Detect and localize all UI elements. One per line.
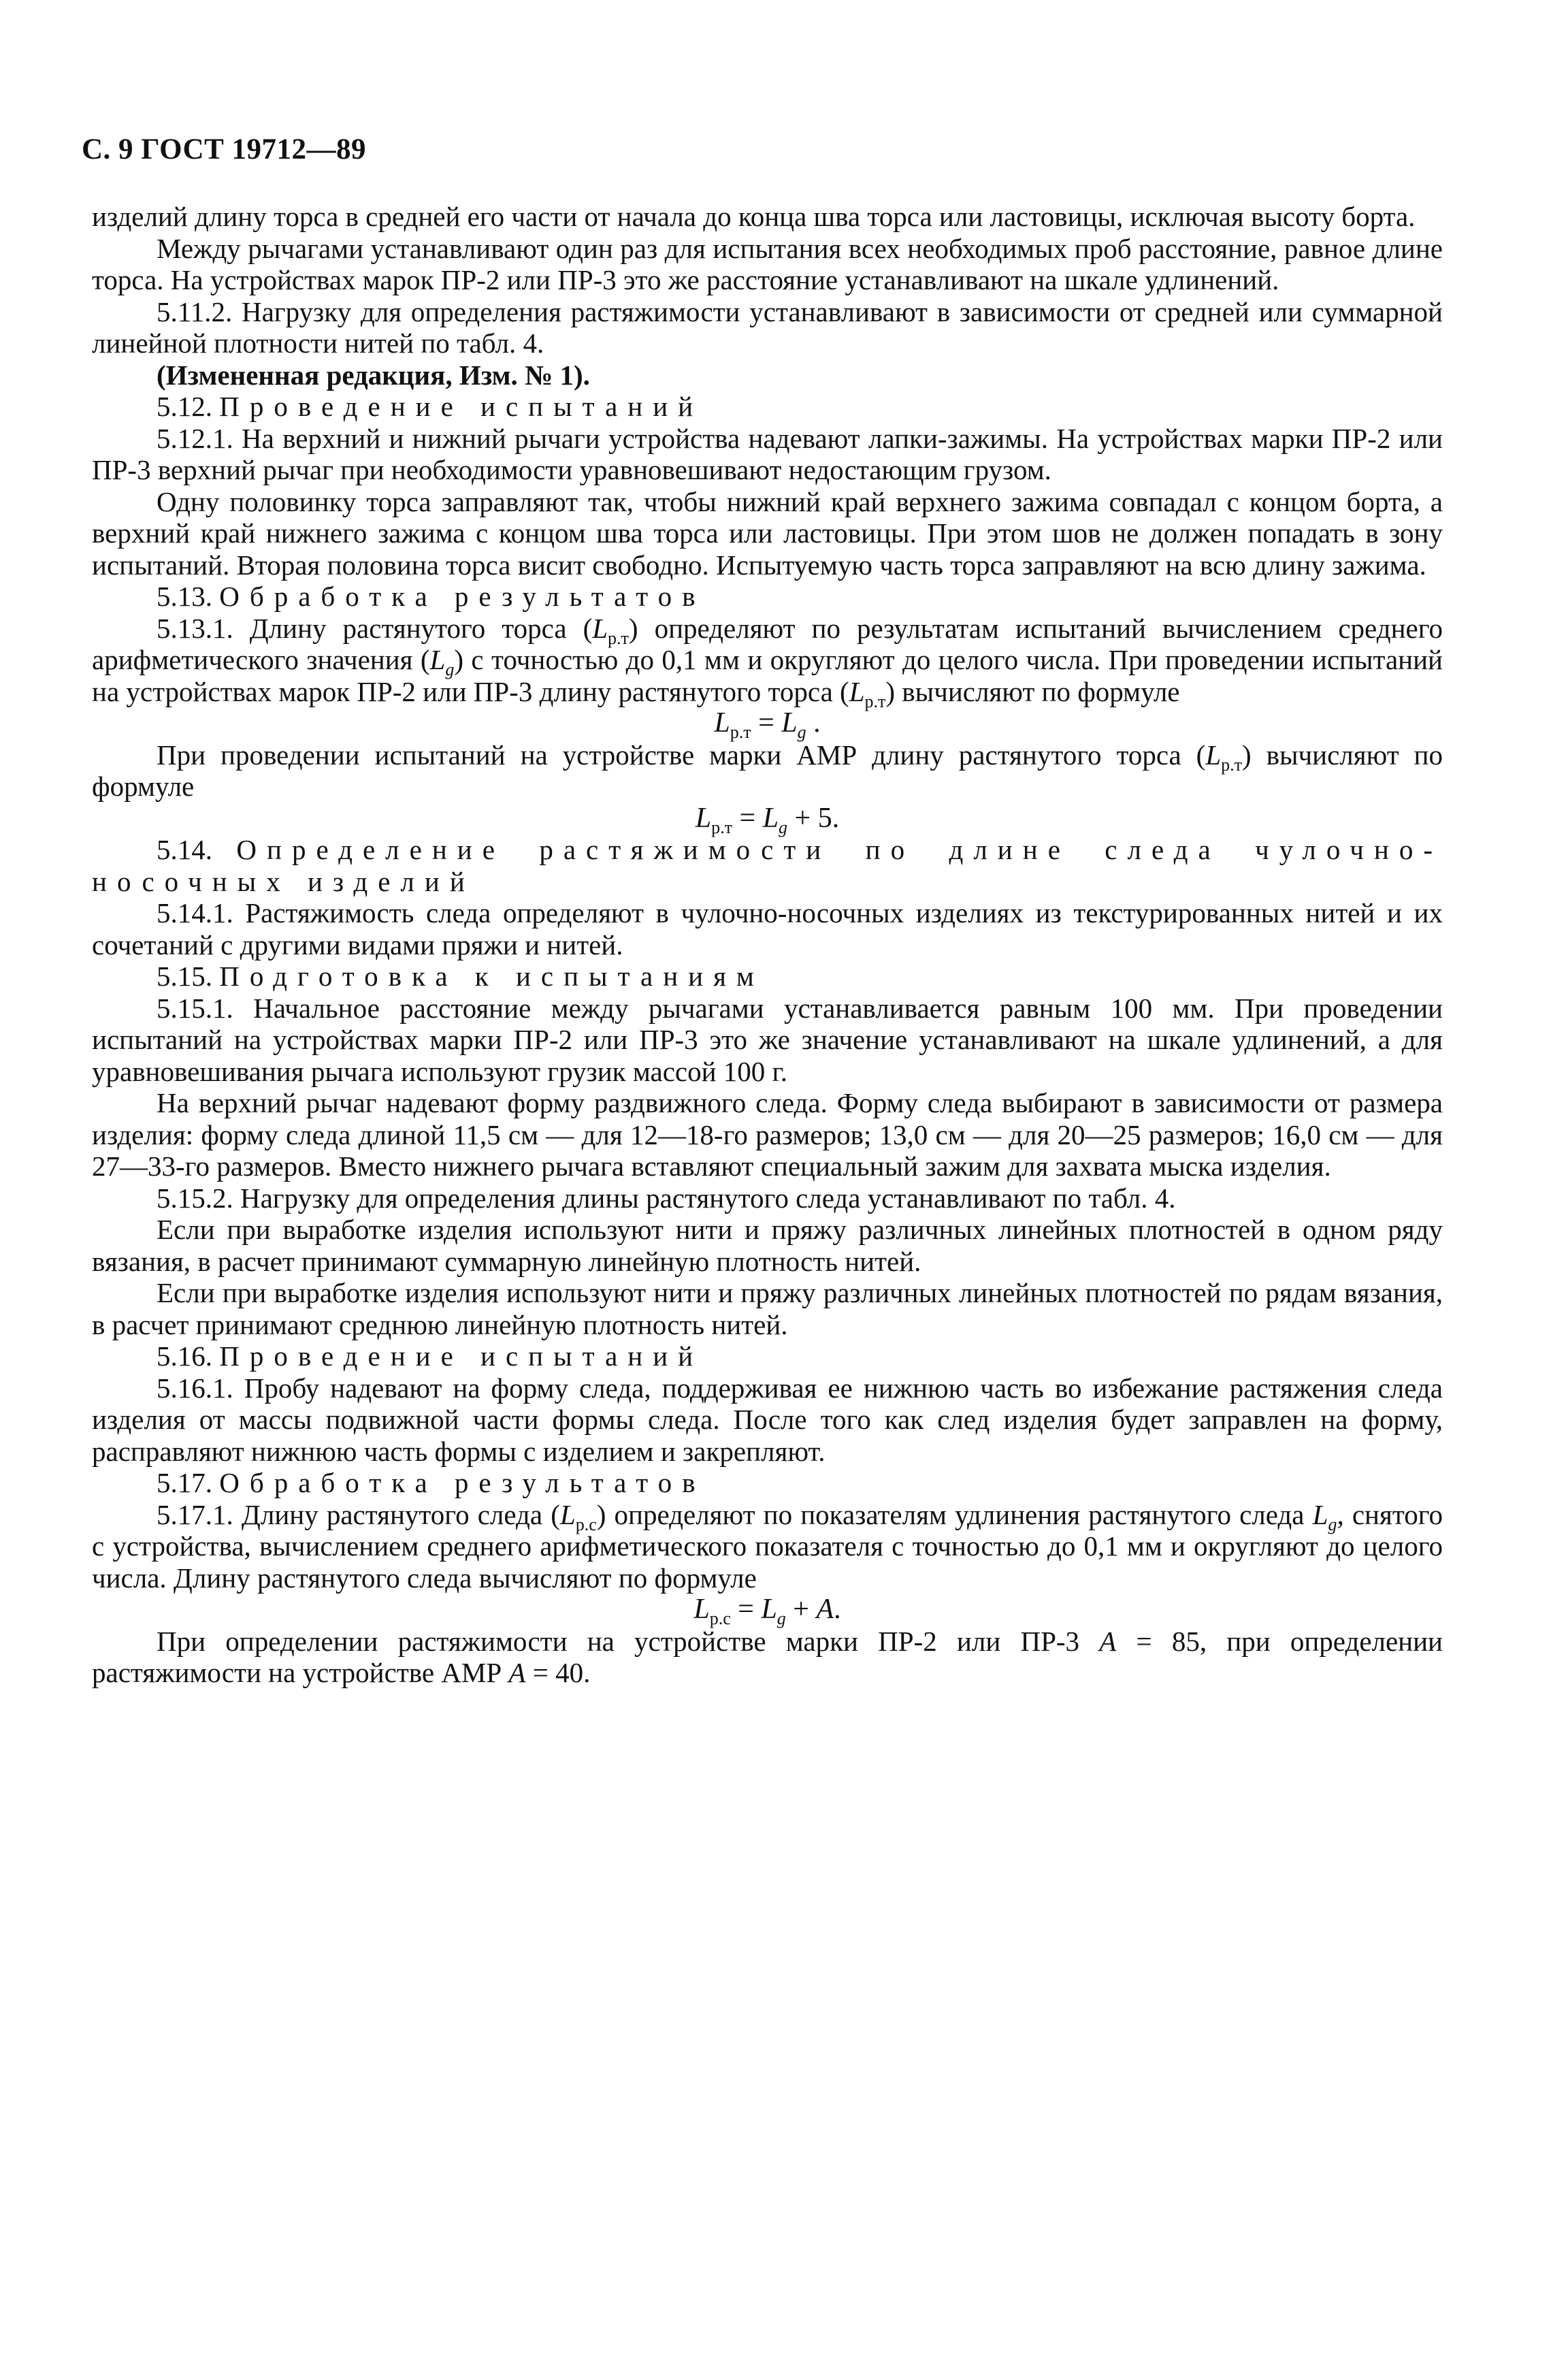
paragraph: Между рычагами устанавливают один раз для испытания всех необходимых проб расстояние, равное длине торса. На устройствах марок ПР-2 или ПР-3 это же расстояние устанавливают на шкале удлинений.: [92, 232, 1443, 295]
paragraph: изделий длину торса в средней его части от начала до конца шва торса или ластовицы, исключая высоту борта.: [92, 201, 1416, 232]
section-heading: 5.15. Подготовка к испытаниям: [157, 961, 764, 992]
paragraph: 5.15.1. Начальное расстояние между рычагами устанавливается равным 100 мм. При проведении испытаний на устройствах марки ПР-2 или ПР-3 это же значение устанавливают на шкале удлинений, а для уравновешивания рычага используют грузик массой 100 г.: [92, 992, 1443, 1087]
paragraph: На верхний рычаг надевают форму раздвижного следа. Форму следа выбирают в зависимости от размера изделия: форму следа длиной 11,5 см — для 12—18-го размеров; 13,0 см — для 20—25 размеров; 16,0 см — для 27—33-го размеров. Вместо нижнего рычага вставляют специальный зажим для захвата мыска изделия.: [92, 1087, 1443, 1182]
formula: $L_{р.с} = L_g + A$.: [693, 1594, 841, 1628]
section-heading: 5.16. Проведение испытаний: [157, 1340, 704, 1372]
formula: $L_{р.т} = L_g + 5$.: [695, 802, 840, 837]
paragraph: При проведении испытаний на устройстве марки АМР длину растянутого торса $(L_{р.т})$ вычисляют по формуле: [92, 739, 1443, 802]
paragraph: 5.16.1. Пробу надевают на форму следа, поддерживая ее нижнюю часть во избежание растяжения следа изделия от массы подвижной части формы следа. После того как след изделия будет заправлен на форму, расправляют нижнюю часть формы с изделием и закрепляют.: [92, 1372, 1443, 1467]
section-heading: 5.13. Обработка результатов: [157, 581, 706, 612]
section-heading: 5.12. Проведение испытаний: [157, 391, 704, 422]
paragraph: Одну половинку торса заправляют так, чтобы нижний край верхнего зажима совпадал с концом борта, а верхний край нижнего зажима с концом шва торса или ластовицы. При этом шов не должен попадать в зону испытаний. Вторая половина торса висит свободно. Испытуемую часть торса заправляют на всю длину зажима.: [92, 485, 1443, 581]
section-heading: 5.14. Определение растяжимости по длине следа чулочно-носочных изделий: [92, 834, 1443, 897]
paragraph: 5.11.2. Нагрузку для определения растяжимости устанавливают в зависимости от средней или суммарной линейной плотности нитей по табл. 4.: [92, 295, 1443, 359]
paragraph: Если при выработке изделия используют нити и пряжу различных линейных плотностей в одном ряду вязания, в расчет принимают суммарную линейную плотность нитей.: [92, 1214, 1443, 1277]
paragraph: 5.17.1. Длину растянутого следа $(L_{р.с})$ определяют по показателям удлинения растянутого следа $L_g$, снятого с устройства, вычислением среднего арифметического показателя с точностью до 0,1 мм и округляют до целого числа. Длину растянутого следа вычисляют по формуле: [92, 1498, 1443, 1594]
paragraph: 5.12.1. На верхний и нижний рычаги устройства надевают лапки-зажимы. На устройствах марки ПР-2 или ПР-3 верхний рычаг при необходимости уравновешивают недостающим грузом.: [92, 422, 1443, 485]
amendment-note: (Измененная редакция, Изм. № 1).: [157, 359, 590, 391]
paragraph: 5.14.1. Растяжимость следа определяют в чулочно-носочных изделиях из текстурированных нитей и их сочетаний с другими видами пряжи и нитей.: [92, 897, 1443, 961]
page-header: С. 9 ГОСТ 19712—89: [82, 133, 367, 165]
section-heading: 5.17. Обработка результатов: [157, 1467, 706, 1498]
formula: $L_{р.т} = L_g$ .: [714, 707, 821, 742]
paragraph: 5.13.1. Длину растянутого торса $(L_{р.т})$ определяют по результатам испытаний вычислением среднего арифметического значения $(L_g)$ с точностью до 0,1 мм и округляют до целого числа. При проведении испытаний на устройствах марок ПР-2 или ПР-3 длину растянутого торса $(L_{р.т})$ вычисляют по формуле: [92, 612, 1443, 711]
paragraph: Если при выработке изделия используют нити и пряжу различных линейных плотностей по рядам вязания, в расчет принимают среднюю линейную плотность нитей.: [92, 1277, 1443, 1340]
paragraph: 5.15.2. Нагрузку для определения длины растянутого следа устанавливают по табл. 4.: [157, 1182, 1176, 1214]
body-text: [92, 201, 1443, 1689]
paragraph: При определении растяжимости на устройстве марки ПР-2 или ПР-3 A = 85, при определении растяжимости на устройстве АМР A = 40.: [92, 1625, 1443, 1688]
